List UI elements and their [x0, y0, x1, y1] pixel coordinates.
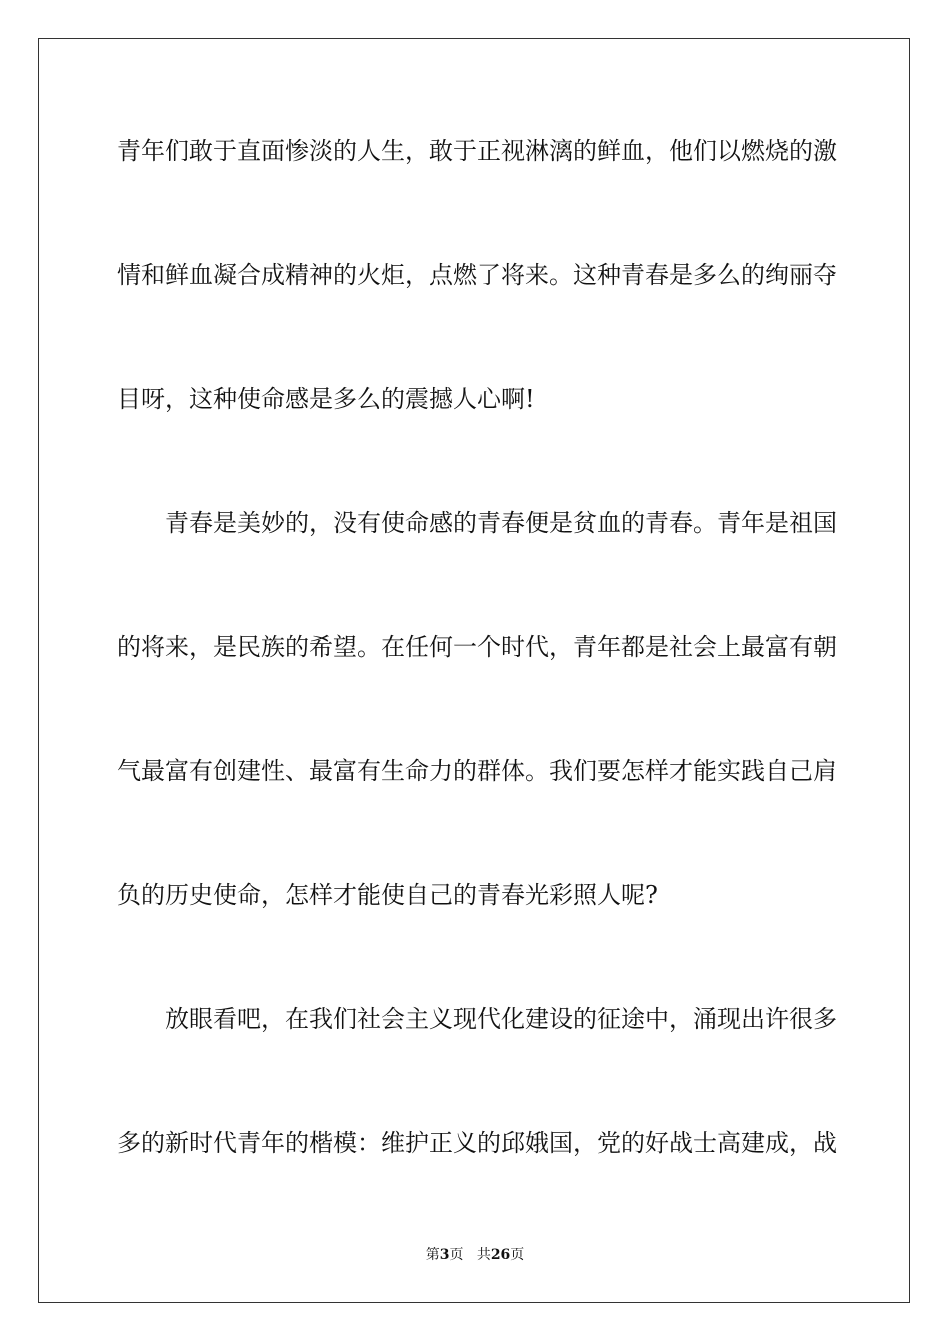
paragraph-2-line-3: 气最富有创建性、最富有生命力的群体。我们要怎样才能实践自己肩: [117, 757, 837, 785]
text-line-1: 青年们敢于直面惨淡的人生，敢于正视淋漓的鲜血，他们以燃烧的激: [117, 137, 837, 165]
page-border: [38, 38, 910, 1303]
page-footer: [0, 1246, 950, 1264]
paragraph-3-line-1: 放眼看吧，在我们社会主义现代化建设的征途中，涌现出许很多: [165, 1005, 837, 1033]
total-suffix: 页: [510, 1247, 525, 1263]
page-number: 3: [439, 1247, 450, 1263]
text-line-2: 情和鲜血凝合成精神的火炬，点燃了将来。这种青春是多么的绚丽夺: [117, 261, 837, 289]
paragraph-2-line-2: 的将来，是民族的希望。在任何一个时代，青年都是社会上最富有朝: [117, 633, 837, 661]
page-prefix: 第: [425, 1247, 440, 1263]
paragraph-2-line-4: 负的历史使命，怎样才能使自己的青春光彩照人呢?: [117, 881, 658, 909]
total-pages: 26: [490, 1247, 511, 1263]
total-prefix: 共: [476, 1247, 491, 1263]
paragraph-3-line-2: 多的新时代青年的楷模：维护正义的邱娥国，党的好战士高建成，战: [117, 1129, 837, 1157]
paragraph-2-line-1: 青春是美妙的，没有使命感的青春便是贫血的青春。青年是祖国: [165, 509, 837, 537]
text-line-3: 目呀，这种使命感是多么的震撼人心啊!: [117, 385, 535, 413]
page-suffix: 页: [449, 1247, 464, 1263]
